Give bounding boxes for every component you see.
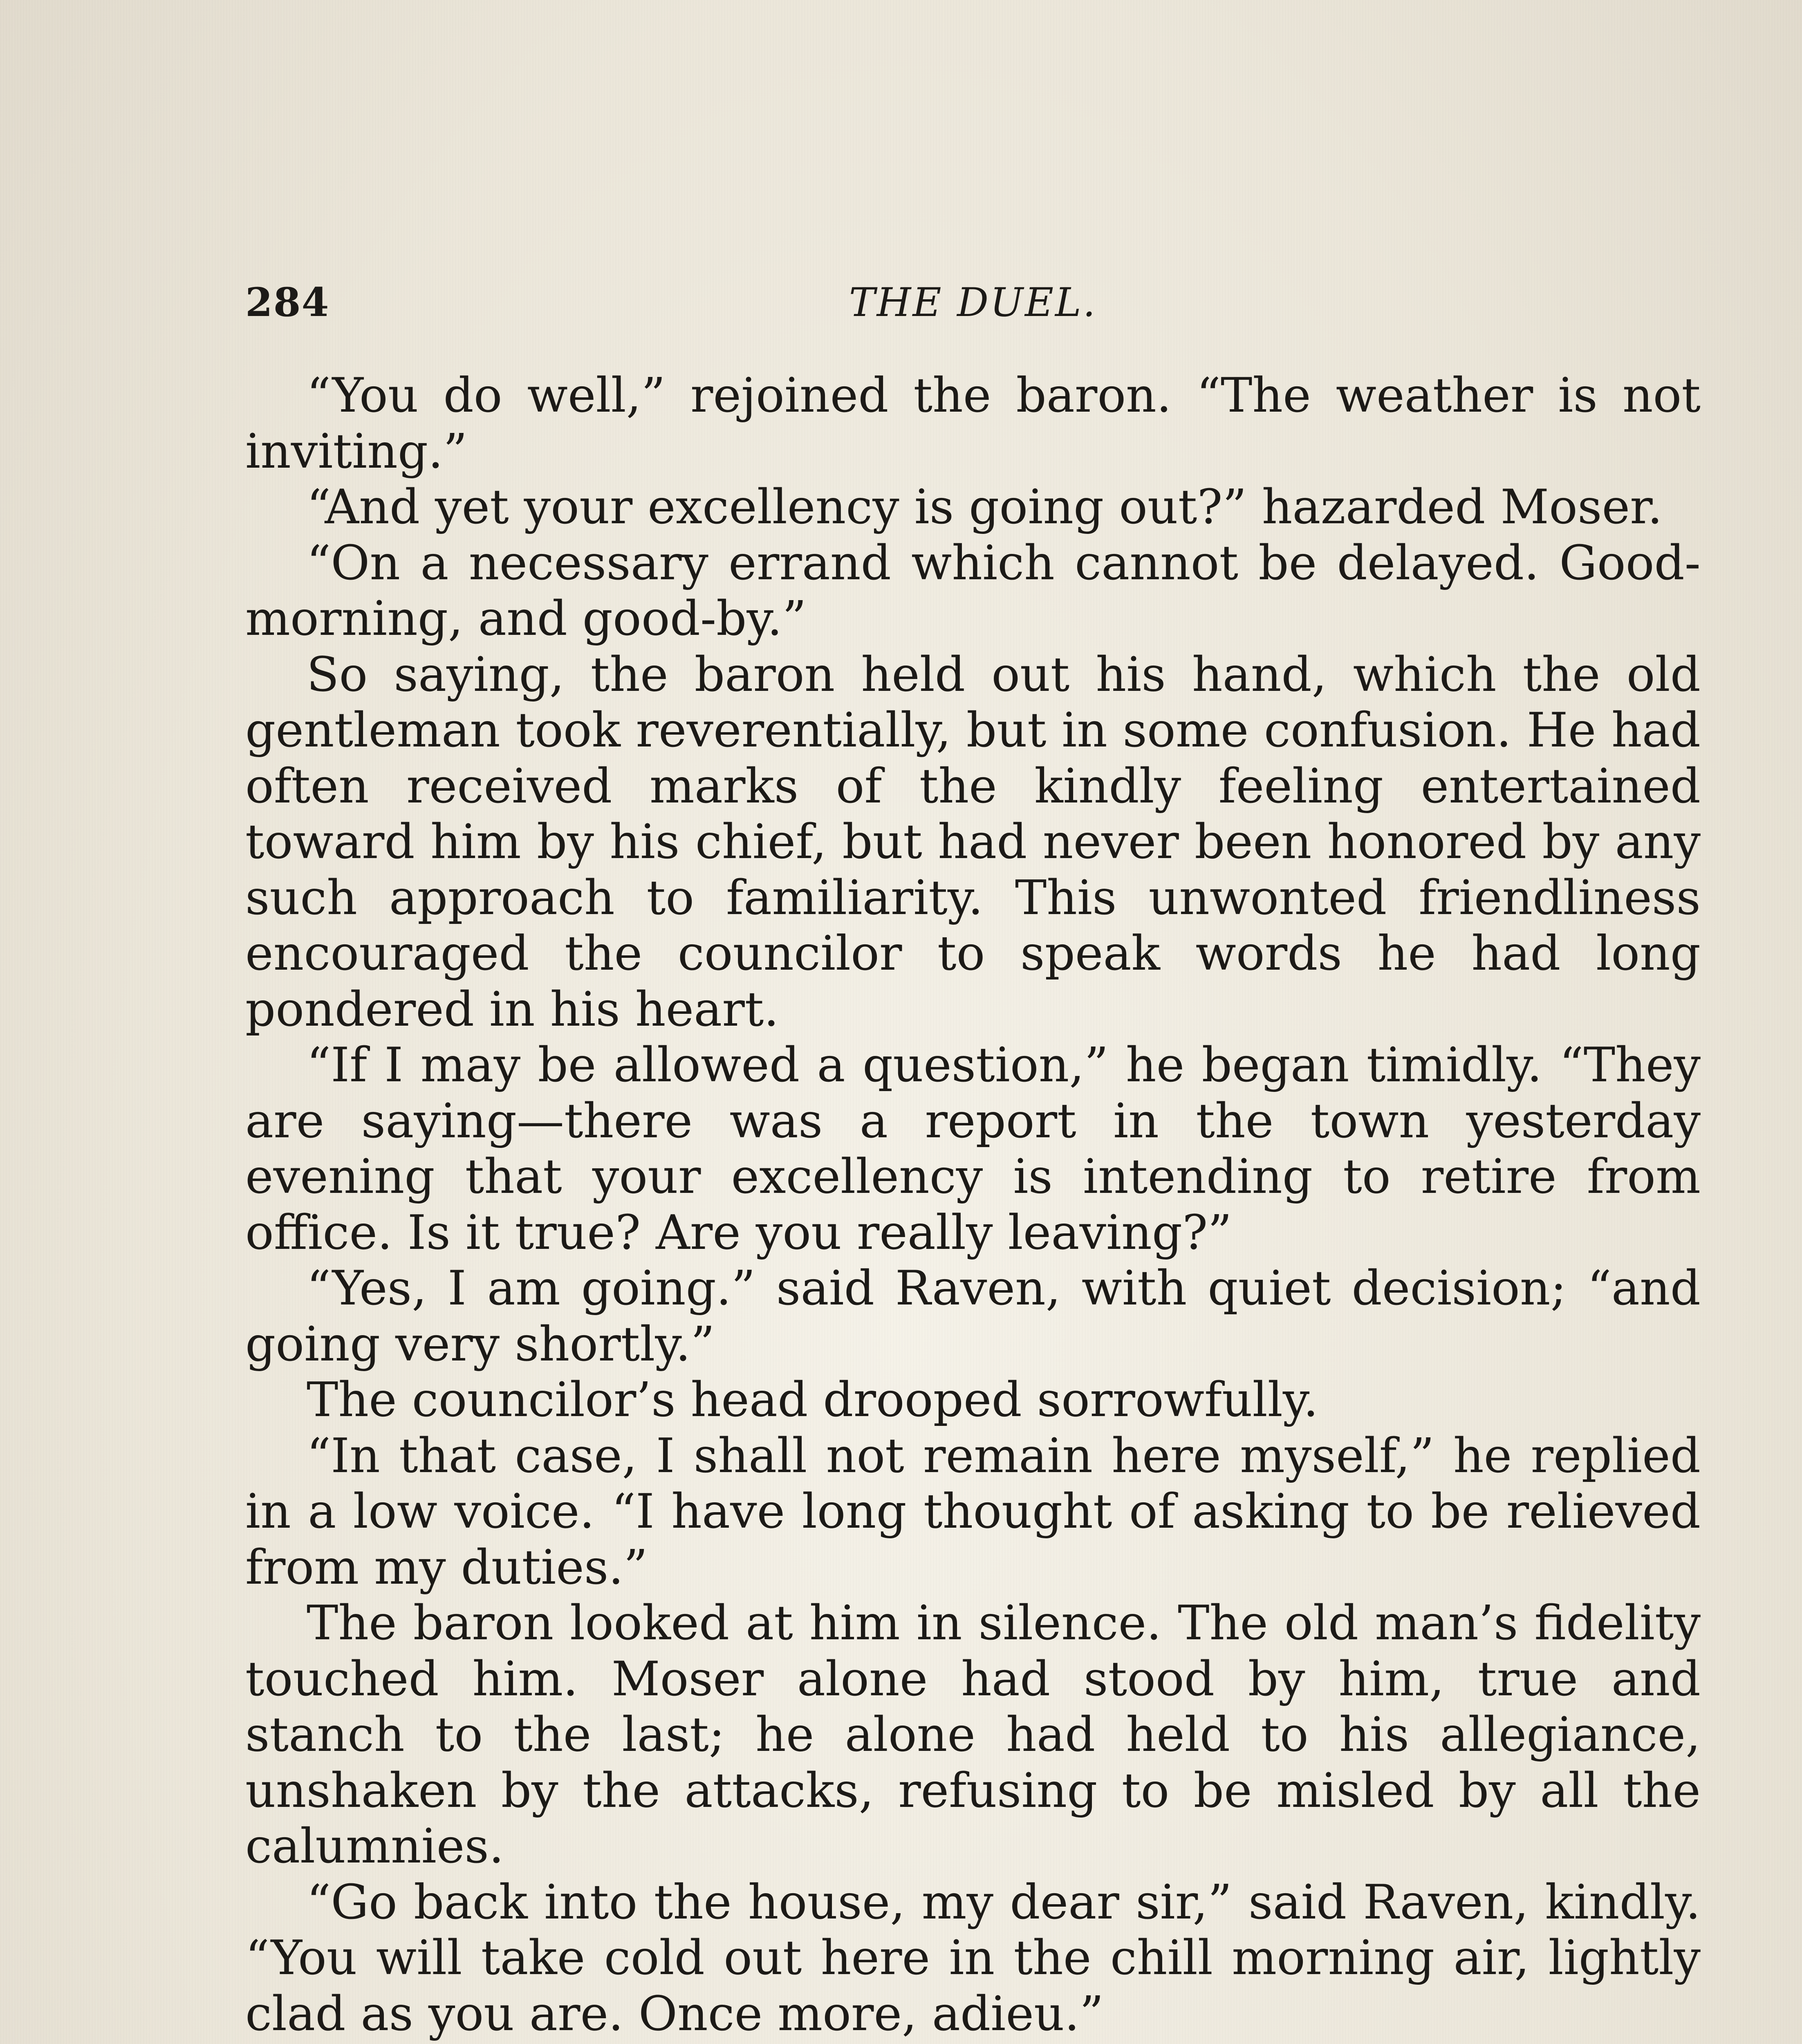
paragraph: “On a necessary errand which cannot be delayed. Good-morning, and good-by.” <box>245 536 1701 647</box>
paragraph: So saying, the baron held out his hand, which the old gentleman took reverentially, but in some confusion. He had often received marks of the kindly feeling entertained toward him by his chief, but had never been honored by any such approach to familiarity. This unwonted friendliness encouraged the councilor to speak words he had long pondered in his heart. <box>245 647 1701 1038</box>
paragraph: “Yes, I am going.” said Raven, with quiet decision; “and going very shortly.” <box>245 1261 1701 1372</box>
running-title: THE DUEL. <box>245 274 1701 331</box>
paragraph: “You do well,” rejoined the baron. “The weather is not inviting.” <box>245 368 1701 480</box>
paragraph: The baron looked at him in silence. The old man’s fidelity touched him. Moser alone had stood by him, true and stanch to the last; he alone had held to his allegiance, unshaken by the attacks, refusing to be misled by all the calumnies. <box>245 1596 1701 1875</box>
paragraph: “And yet your excellency is going out?” hazarded Moser. <box>245 480 1701 536</box>
paragraph: “Go back into the house, my dear sir,” said Raven, kindly. “You will take cold out here in the chill morning air, lightly clad as you are. Once more, adieu.” <box>245 1875 1701 2042</box>
page-number: 284 <box>245 274 329 331</box>
paragraph: “If I may be allowed a question,” he began timidly. “They are saying—there was a report in the town yesterday evening that your excellency is intending to retire from office. Is it true? Are you really leaving?” <box>245 1038 1701 1261</box>
paragraph: The councilor’s head drooped sorrowfully. <box>245 1372 1701 1428</box>
paragraph: “In that case, I shall not remain here myself,” he replied in a low voice. “I have long thought of asking to be relieved from my duties.” <box>245 1428 1701 1596</box>
